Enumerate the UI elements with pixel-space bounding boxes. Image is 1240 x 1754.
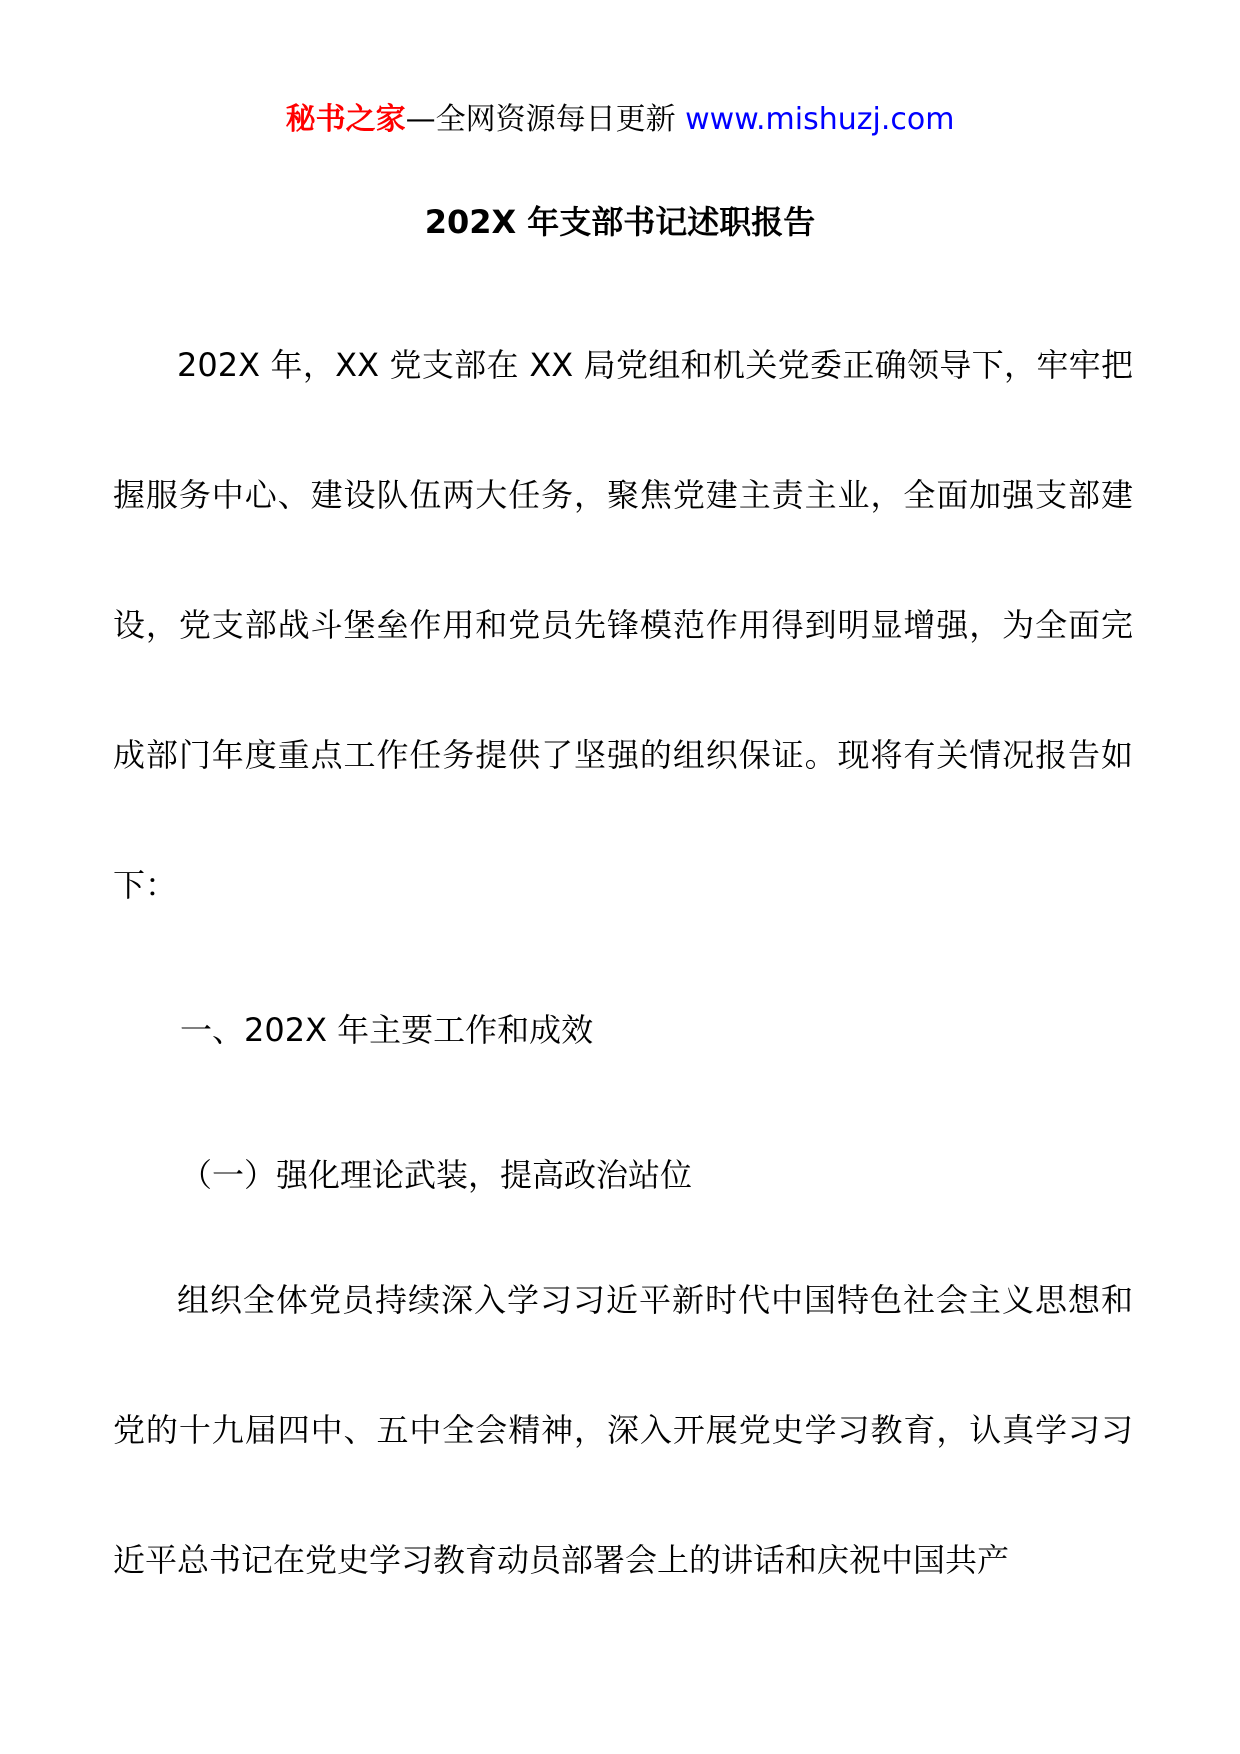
site-header — [0, 100, 1240, 140]
site-url-link[interactable]: www.mishuzj.com — [685, 102, 955, 137]
section-heading: 一、202X 年主要工作和成效 — [180, 1011, 594, 1049]
site-tagline: —全网资源每日更新 — [405, 102, 686, 137]
body-paragraph: 组织全体党员持续深入学习习近平新时代中国特色社会主义思想和党的十九届四中、五中全会精神，深入开展党史学习教育，认真学习习近平总书记在党史学习教育动员部署会上的讲话和庆祝中国共产 — [113, 1281, 1133, 1579]
site-brand: 秘书之家 — [285, 102, 406, 137]
document-title: 202X 年支部书记述职报告 — [424, 203, 816, 241]
subsection-heading: （一）强化理论武装，提高政治站位 — [180, 1156, 693, 1194]
intro-paragraph: 202X 年，XX 党支部在 XX 局党组和机关党委正确领导下，牢牢把握服务中心、建设队伍两大任务，聚焦党建主责主业，全面加强支部建设，党支部战斗堡垒作用和党员先锋模范作用得到明显增强，为全面完成部门年度重点工作任务提供了坚强的组织保证。现将有关情况报告如下： — [113, 346, 1133, 904]
